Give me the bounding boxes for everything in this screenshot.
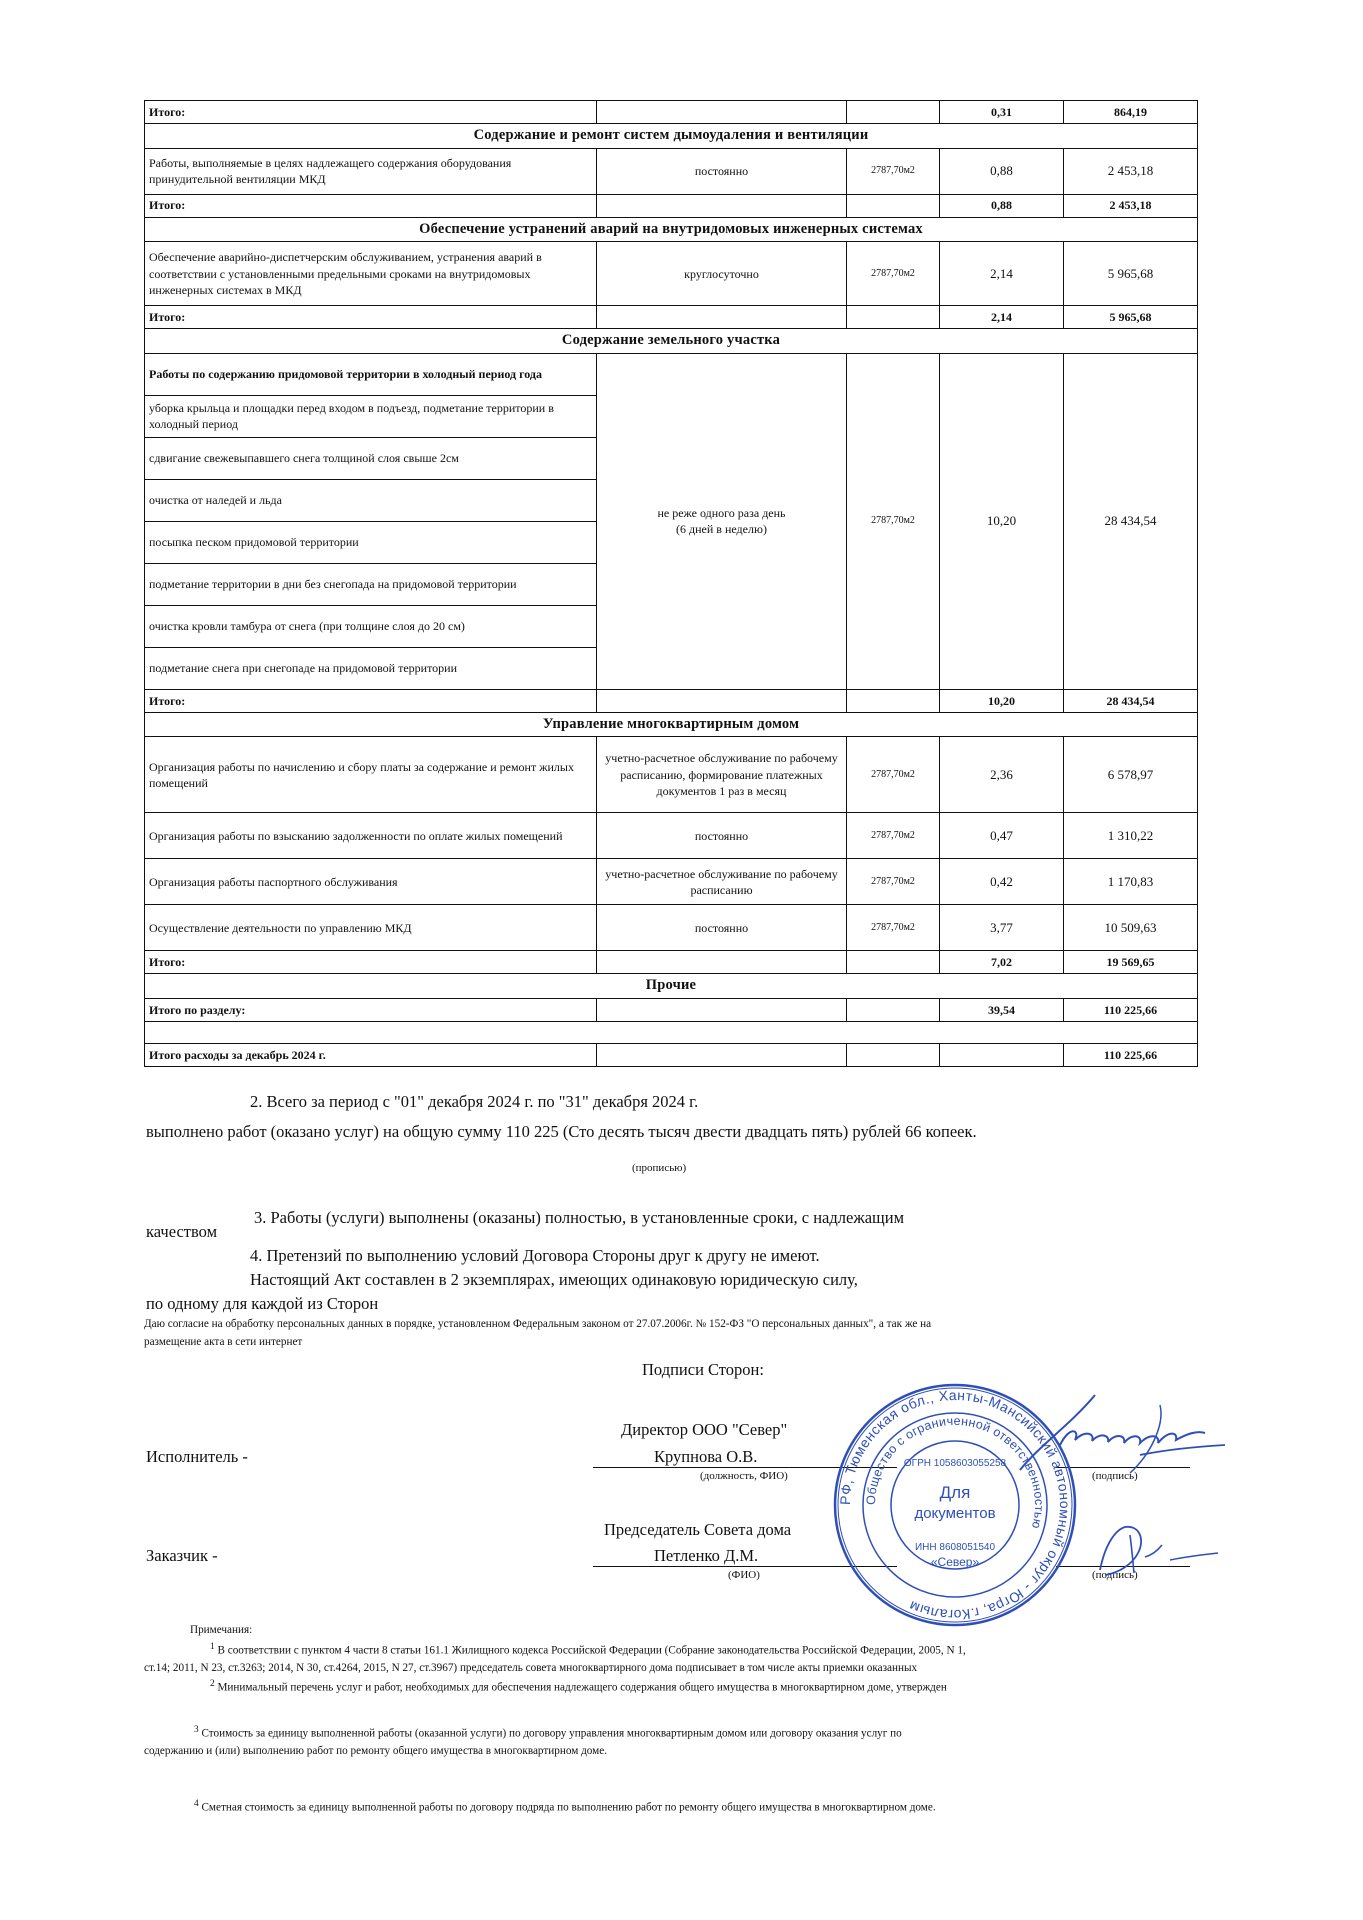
customer-caption: (ФИО) xyxy=(728,1569,760,1581)
paragraph-3: 3. Работы (услуги) выполнены (оказаны) полностью, в установленные сроки, с надлежащим xyxy=(254,1208,905,1227)
executor-caption: (должность, ФИО) xyxy=(700,1470,788,1482)
customer-signature-caption: (подпись) xyxy=(1092,1569,1138,1581)
section-header xyxy=(145,124,1198,149)
table-row xyxy=(145,859,1198,905)
work-name: подметание снега при снегопаде на придомовой территории xyxy=(145,647,597,689)
work-name: Организация работы по начислению и сбору платы за содержание и ремонт жилых помещений xyxy=(145,737,597,813)
section-total-sum: 110 225,66 xyxy=(1064,998,1198,1021)
paragraph-4: 4. Претензий по выполнению условий Договора Стороны друг к другу не имеют. xyxy=(250,1246,820,1265)
work-sum: 5 965,68 xyxy=(1064,242,1198,306)
stamp-outer-text: РФ, Тюменская обл., Ханты-Мансийский автономный округ - Югра, г.Когалым xyxy=(836,1386,1074,1624)
executor-label: Исполнитель - xyxy=(146,1447,248,1466)
work-unit: 2787,70м2 xyxy=(847,813,940,859)
work-rate: 10,20 xyxy=(940,353,1064,689)
work-unit: 2787,70м2 xyxy=(847,905,940,951)
work-name: Организация работы по взысканию задолженности по оплате жилых помещений xyxy=(145,813,597,859)
total-label: Итого: xyxy=(145,194,597,217)
work-name: сдвигание свежевыпавшего снега толщиной слоя свыше 2см xyxy=(145,437,597,479)
work-sum: 10 509,63 xyxy=(1064,905,1198,951)
works-table xyxy=(144,100,1198,1067)
work-frequency: постоянно xyxy=(597,148,847,194)
work-name: Организация работы паспортного обслуживания xyxy=(145,859,597,905)
section-title: Содержание и ремонт систем дымоудаления и вентиляции xyxy=(145,124,1198,149)
work-sum: 28 434,54 xyxy=(1064,353,1198,689)
work-group-title: Работы по содержанию придомовой территории в холодный период года xyxy=(145,353,597,395)
total-rate: 0,31 xyxy=(940,101,1064,124)
consent-line-2: размещение акта в сети интернет xyxy=(144,1336,303,1348)
table-row xyxy=(145,689,1198,712)
frequency-line: не реже одного раза день xyxy=(657,506,786,520)
work-rate: 2,14 xyxy=(940,242,1064,306)
work-name: Осуществление деятельности по управлению МКД xyxy=(145,905,597,951)
work-unit: 2787,70м2 xyxy=(847,242,940,306)
note-1-line-2: ст.14; 2011, N 23, ст.3263; 2014, N 30, ст.4264, 2015, N 27, ст.3967) председатель совета многоквартирного дома подписывает в том числе акты приемки оказанных xyxy=(144,1662,918,1675)
total-sum: 5 965,68 xyxy=(1064,306,1198,329)
paragraph-2-line-2: выполнено работ (оказано услуг) на общую сумму 110 225 (Сто десять тысяч двести двадцать пять) рублей 66 копеек. xyxy=(146,1122,977,1141)
paragraph-5-end: по одному для каждой из Сторон xyxy=(146,1294,379,1313)
table-row xyxy=(145,813,1198,859)
section-title: Прочие xyxy=(145,974,1198,999)
work-name: Работы, выполняемые в целях надлежащего содержания оборудования принудительной вентиляции МКД xyxy=(145,148,597,194)
section-header xyxy=(145,974,1198,999)
section-header xyxy=(145,712,1198,737)
table-row xyxy=(145,1021,1198,1043)
work-frequency: постоянно xyxy=(597,905,847,951)
work-frequency: учетно-расчетное обслуживание по рабочему расписанию xyxy=(597,859,847,905)
table-row xyxy=(145,242,1198,306)
total-sum: 864,19 xyxy=(1064,101,1198,124)
table-row xyxy=(145,148,1198,194)
paragraph-2-line-1: 2. Всего за период с "01" декабря 2024 г. по "31" декабря 2024 г. xyxy=(250,1092,699,1111)
section-total-label: Итого по разделу: xyxy=(145,998,597,1021)
frequency-line: (6 дней в неделю) xyxy=(676,522,767,537)
total-rate: 2,14 xyxy=(940,306,1064,329)
work-name: посыпка песком придомовой территории xyxy=(145,521,597,563)
work-sum: 1 170,83 xyxy=(1064,859,1198,905)
work-name: очистка от наледей и льда xyxy=(145,479,597,521)
note-4: $^4$ Сметная стоимость за единицу выполненной работы по договору подряда по выполнению работ по ремонту общего имущества в многоквартирном доме. xyxy=(194,1799,936,1814)
table-row xyxy=(145,306,1198,329)
section-title: Управление многоквартирным домом xyxy=(145,712,1198,737)
section-title: Обеспечение устранений аварий на внутридомовых инженерных системах xyxy=(145,217,1198,242)
table-row xyxy=(145,998,1198,1021)
empty-row xyxy=(145,1021,1198,1043)
work-name: подметание территории в дни без снегопада на придомовой территории xyxy=(145,563,597,605)
table-row xyxy=(145,353,1198,395)
note-1-line-1: В соответствии с пунктом 4 части 8 статьи 161.1 Жилищного кодекса Российской Федерации (Собрание законодательства Российской Федерации, 2005, N 1, xyxy=(217,1644,966,1657)
grand-total-sum: 110 225,66 xyxy=(1064,1043,1198,1066)
note-3-line-2: содержанию и (или) выполнению работ по ремонту общего имущества в многоквартирном доме. xyxy=(144,1745,608,1758)
total-rate: 10,20 xyxy=(940,689,1064,712)
note-1: $^1$ В соответствии с пунктом 4 части 8 статьи 161.1 Жилищного кодекса Российской Федерации (Собрание законодательства Российской Федерации, 2005, N 1, ст.14; 2011, N 23, ст.3263; 2014, N 30, ст.4264, 2015, N 27, ст.3967) председатель совета многоквартирного дома подписывает в том числе акты приемки оказанных $^2$ Минимальный перечень услуг и работ, необходимых для обеспечения надлежащего содержания общего имущества в многоквартирном доме, утвержден xyxy=(144,1640,1194,1698)
stamp-ogrn: ОГРН 1058603055258 xyxy=(903,1458,1007,1469)
executor-position: Директор ООО "Север" xyxy=(621,1420,788,1439)
table-row xyxy=(145,194,1198,217)
section-header xyxy=(145,329,1198,354)
work-sum: 1 310,22 xyxy=(1064,813,1198,859)
table-row xyxy=(145,905,1198,951)
paragraph-5: Настоящий Акт составлен в 2 экземплярах, имеющих одинаковую юридическую силу, xyxy=(250,1270,858,1289)
customer-label: Заказчик - xyxy=(146,1546,218,1565)
work-unit: 2787,70м2 xyxy=(847,737,940,813)
section-header xyxy=(145,217,1198,242)
work-frequency: постоянно xyxy=(597,813,847,859)
table-row xyxy=(145,951,1198,974)
total-label: Итого: xyxy=(145,101,597,124)
total-sum: 2 453,18 xyxy=(1064,194,1198,217)
work-frequency: круглосуточно xyxy=(597,242,847,306)
work-frequency xyxy=(597,353,847,689)
stamp-inner-text: Общество с ограниченной ответственностью xyxy=(863,1413,1047,1531)
section-total-rate: 39,54 xyxy=(940,998,1064,1021)
paragraph-3-end: качеством xyxy=(146,1222,218,1241)
work-frequency: учетно-расчетное обслуживание по рабочему расписанию, формирование платежных документов 1 раз в месяц xyxy=(597,737,847,813)
grand-total-label: Итого расходы за декабрь 2024 г. xyxy=(145,1043,597,1066)
stamp-inn: ИНН 8608051540 xyxy=(914,1542,996,1553)
notes-title: Примечания: xyxy=(190,1624,253,1636)
total-label: Итого: xyxy=(145,689,597,712)
table-row xyxy=(145,101,1198,124)
work-rate: 0,42 xyxy=(940,859,1064,905)
signatures-title: Подписи Сторон: xyxy=(642,1360,764,1379)
consent-line-1: Даю согласие на обработку персональных данных в порядке, установленном Федеральным законом от 27.07.2006г. № 152-ФЗ "О персональных данных", а так же на xyxy=(144,1318,932,1330)
propis-caption: (прописью) xyxy=(632,1162,687,1174)
work-name: Обеспечение аварийно-диспетчерским обслуживанием, устранения аварий в соответствии с установленными предельными сроками на внутридомовых инженерных системах в МКД xyxy=(145,242,597,306)
stamp-center-line-1: Для xyxy=(939,1483,971,1502)
total-rate: 0,88 xyxy=(940,194,1064,217)
customer-signature xyxy=(1070,1515,1220,1585)
note-4-text: Сметная стоимость за единицу выполненной работы по договору подряда по выполнению работ по ремонту общего имущества в многоквартирном доме. xyxy=(201,1801,936,1814)
stamp-name: «Север» xyxy=(930,1555,980,1569)
total-sum: 19 569,65 xyxy=(1064,951,1198,974)
work-rate: 0,88 xyxy=(940,148,1064,194)
work-name: уборка крыльца и площадки перед входом в подъезд, подметание территории в холодный период xyxy=(145,395,597,437)
note-2: Минимальный перечень услуг и работ, необходимых для обеспечения надлежащего содержания общего имущества в многоквартирном доме, утвержден xyxy=(217,1682,947,1695)
work-sum: 2 453,18 xyxy=(1064,148,1198,194)
customer-position: Председатель Совета дома xyxy=(604,1520,792,1539)
executor-name: Крупнова О.В. xyxy=(654,1447,758,1466)
work-unit: 2787,70м2 xyxy=(847,148,940,194)
customer-name: Петленко Д.М. xyxy=(654,1546,759,1565)
total-label: Итого: xyxy=(145,306,597,329)
work-rate: 2,36 xyxy=(940,737,1064,813)
table-row xyxy=(145,1043,1198,1066)
note-3: $^3$ Стоимость за единицу выполненной работы (оказанной услуги) по договору управления многоквартирным домом или договору оказания услуг по содержанию и (или) выполнению работ по ремонту общего имущества в многоквартирном доме. xyxy=(144,1723,1194,1760)
table-row xyxy=(145,737,1198,813)
work-unit: 2787,70м2 xyxy=(847,859,940,905)
company-stamp xyxy=(830,1380,1080,1630)
work-unit: 2787,70м2 xyxy=(847,353,940,689)
total-label: Итого: xyxy=(145,951,597,974)
work-rate: 3,77 xyxy=(940,905,1064,951)
total-rate: 7,02 xyxy=(940,951,1064,974)
section-title: Содержание земельного участка xyxy=(145,329,1198,354)
total-sum: 28 434,54 xyxy=(1064,689,1198,712)
work-rate: 0,47 xyxy=(940,813,1064,859)
work-sum: 6 578,97 xyxy=(1064,737,1198,813)
note-3-line-1: Стоимость за единицу выполненной работы (оказанной услуги) по договору управления многоквартирным домом или договору оказания услуг по xyxy=(201,1727,902,1740)
stamp-center-line-2: документов xyxy=(914,1505,996,1522)
work-name: очистка кровли тамбура от снега (при толщине слоя до 20 см) xyxy=(145,605,597,647)
executor-signature-caption: (подпись) xyxy=(1092,1470,1138,1482)
